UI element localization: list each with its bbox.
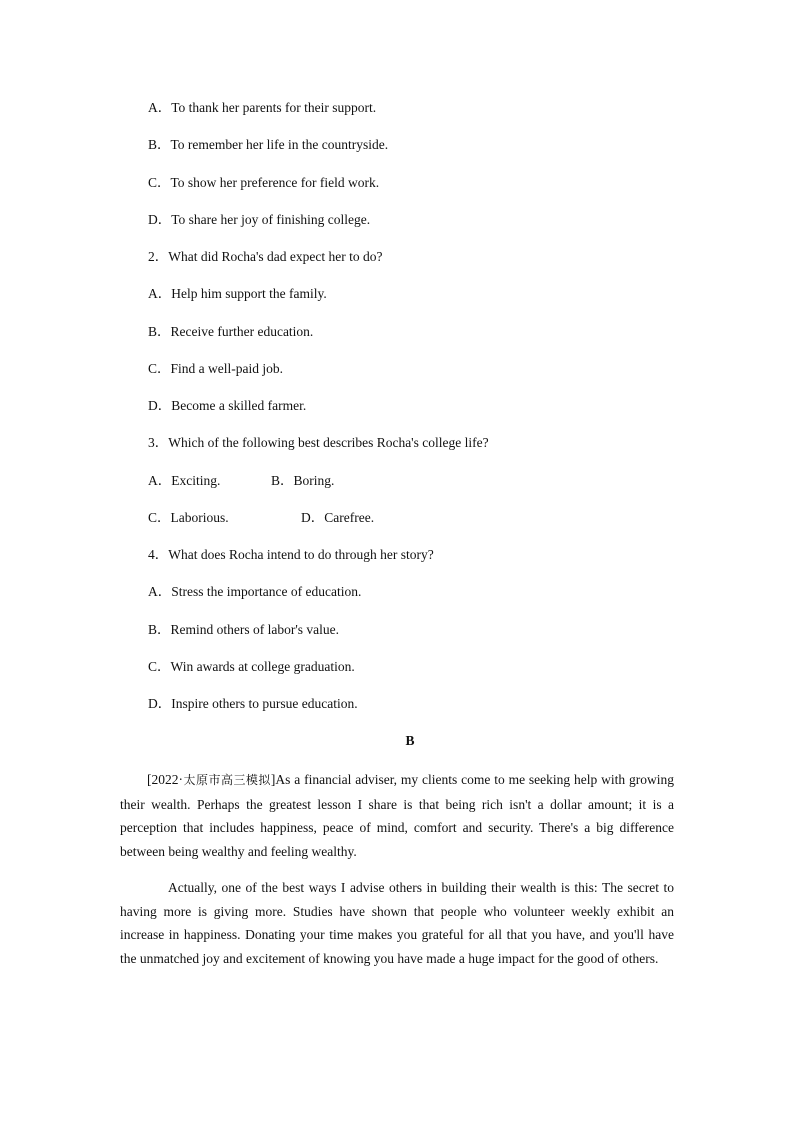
q2-option-c: C．Find a well-paid job. [148, 361, 283, 376]
source-tag: 太原市高三模拟 [183, 773, 271, 787]
q4-option-c: C．Win awards at college graduation. [148, 659, 355, 674]
q3-option-d: D．Carefree. [301, 510, 375, 525]
q2-option-a: A．Help him support the family. [148, 286, 327, 301]
q2-option-d: D．Become a skilled farmer. [148, 398, 307, 413]
q4-stem: 4．What does Rocha intend to do through her story? [148, 547, 434, 562]
q3-option-b: B．Boring. [271, 473, 335, 488]
q1-option-a: A．To thank her parents for their support. [148, 100, 377, 115]
q1-option-d: D．To share her joy of finishing college. [148, 212, 371, 227]
q3-option-a: A．Exciting. [148, 473, 221, 488]
source-open: [2022· [147, 772, 183, 787]
q4-option-d: D．Inspire others to pursue education. [148, 696, 358, 711]
q1-option-c: C．To show her preference for field work. [148, 175, 380, 190]
section-b-heading: B [405, 733, 415, 748]
q3-stem: 3．Which of the following best describes Rocha's college life? [148, 435, 489, 450]
q1-option-b: B．To remember her life in the countryside. [148, 137, 389, 152]
q4-option-a: A．Stress the importance of education. [148, 584, 362, 599]
q4-option-b: B．Remind others of labor's value. [148, 622, 340, 637]
paragraph-1-text: As a financial adviser, my clients come to me seeking help with growing their wealth. Perhaps the greatest lesson I share is that being rich isn't a dollar amount; it is a perception that includes happiness, peace of mind, comfort and security. There's a big difference between being wealthy and feeling wealthy. [120, 772, 674, 859]
q2-stem: 2．What did Rocha's dad expect her to do? [148, 249, 383, 264]
source-close: ] [270, 772, 276, 787]
q2-option-b: B．Receive further education. [148, 324, 314, 339]
passage-paragraph-2: Actually, one of the best ways I advise others in building their wealth is this: The secret to having more is giving more. Studies have shown that people who volunteer weekly exhibit an increase in happiness. Donating your time makes you grateful for all that you have, and you'll have the unmatched joy and excitement of knowing you have made a huge impact for the good of others. [120, 880, 674, 966]
passage-paragraph-1 [120, 768, 674, 863]
q3-option-c: C．Laborious. [148, 510, 229, 525]
